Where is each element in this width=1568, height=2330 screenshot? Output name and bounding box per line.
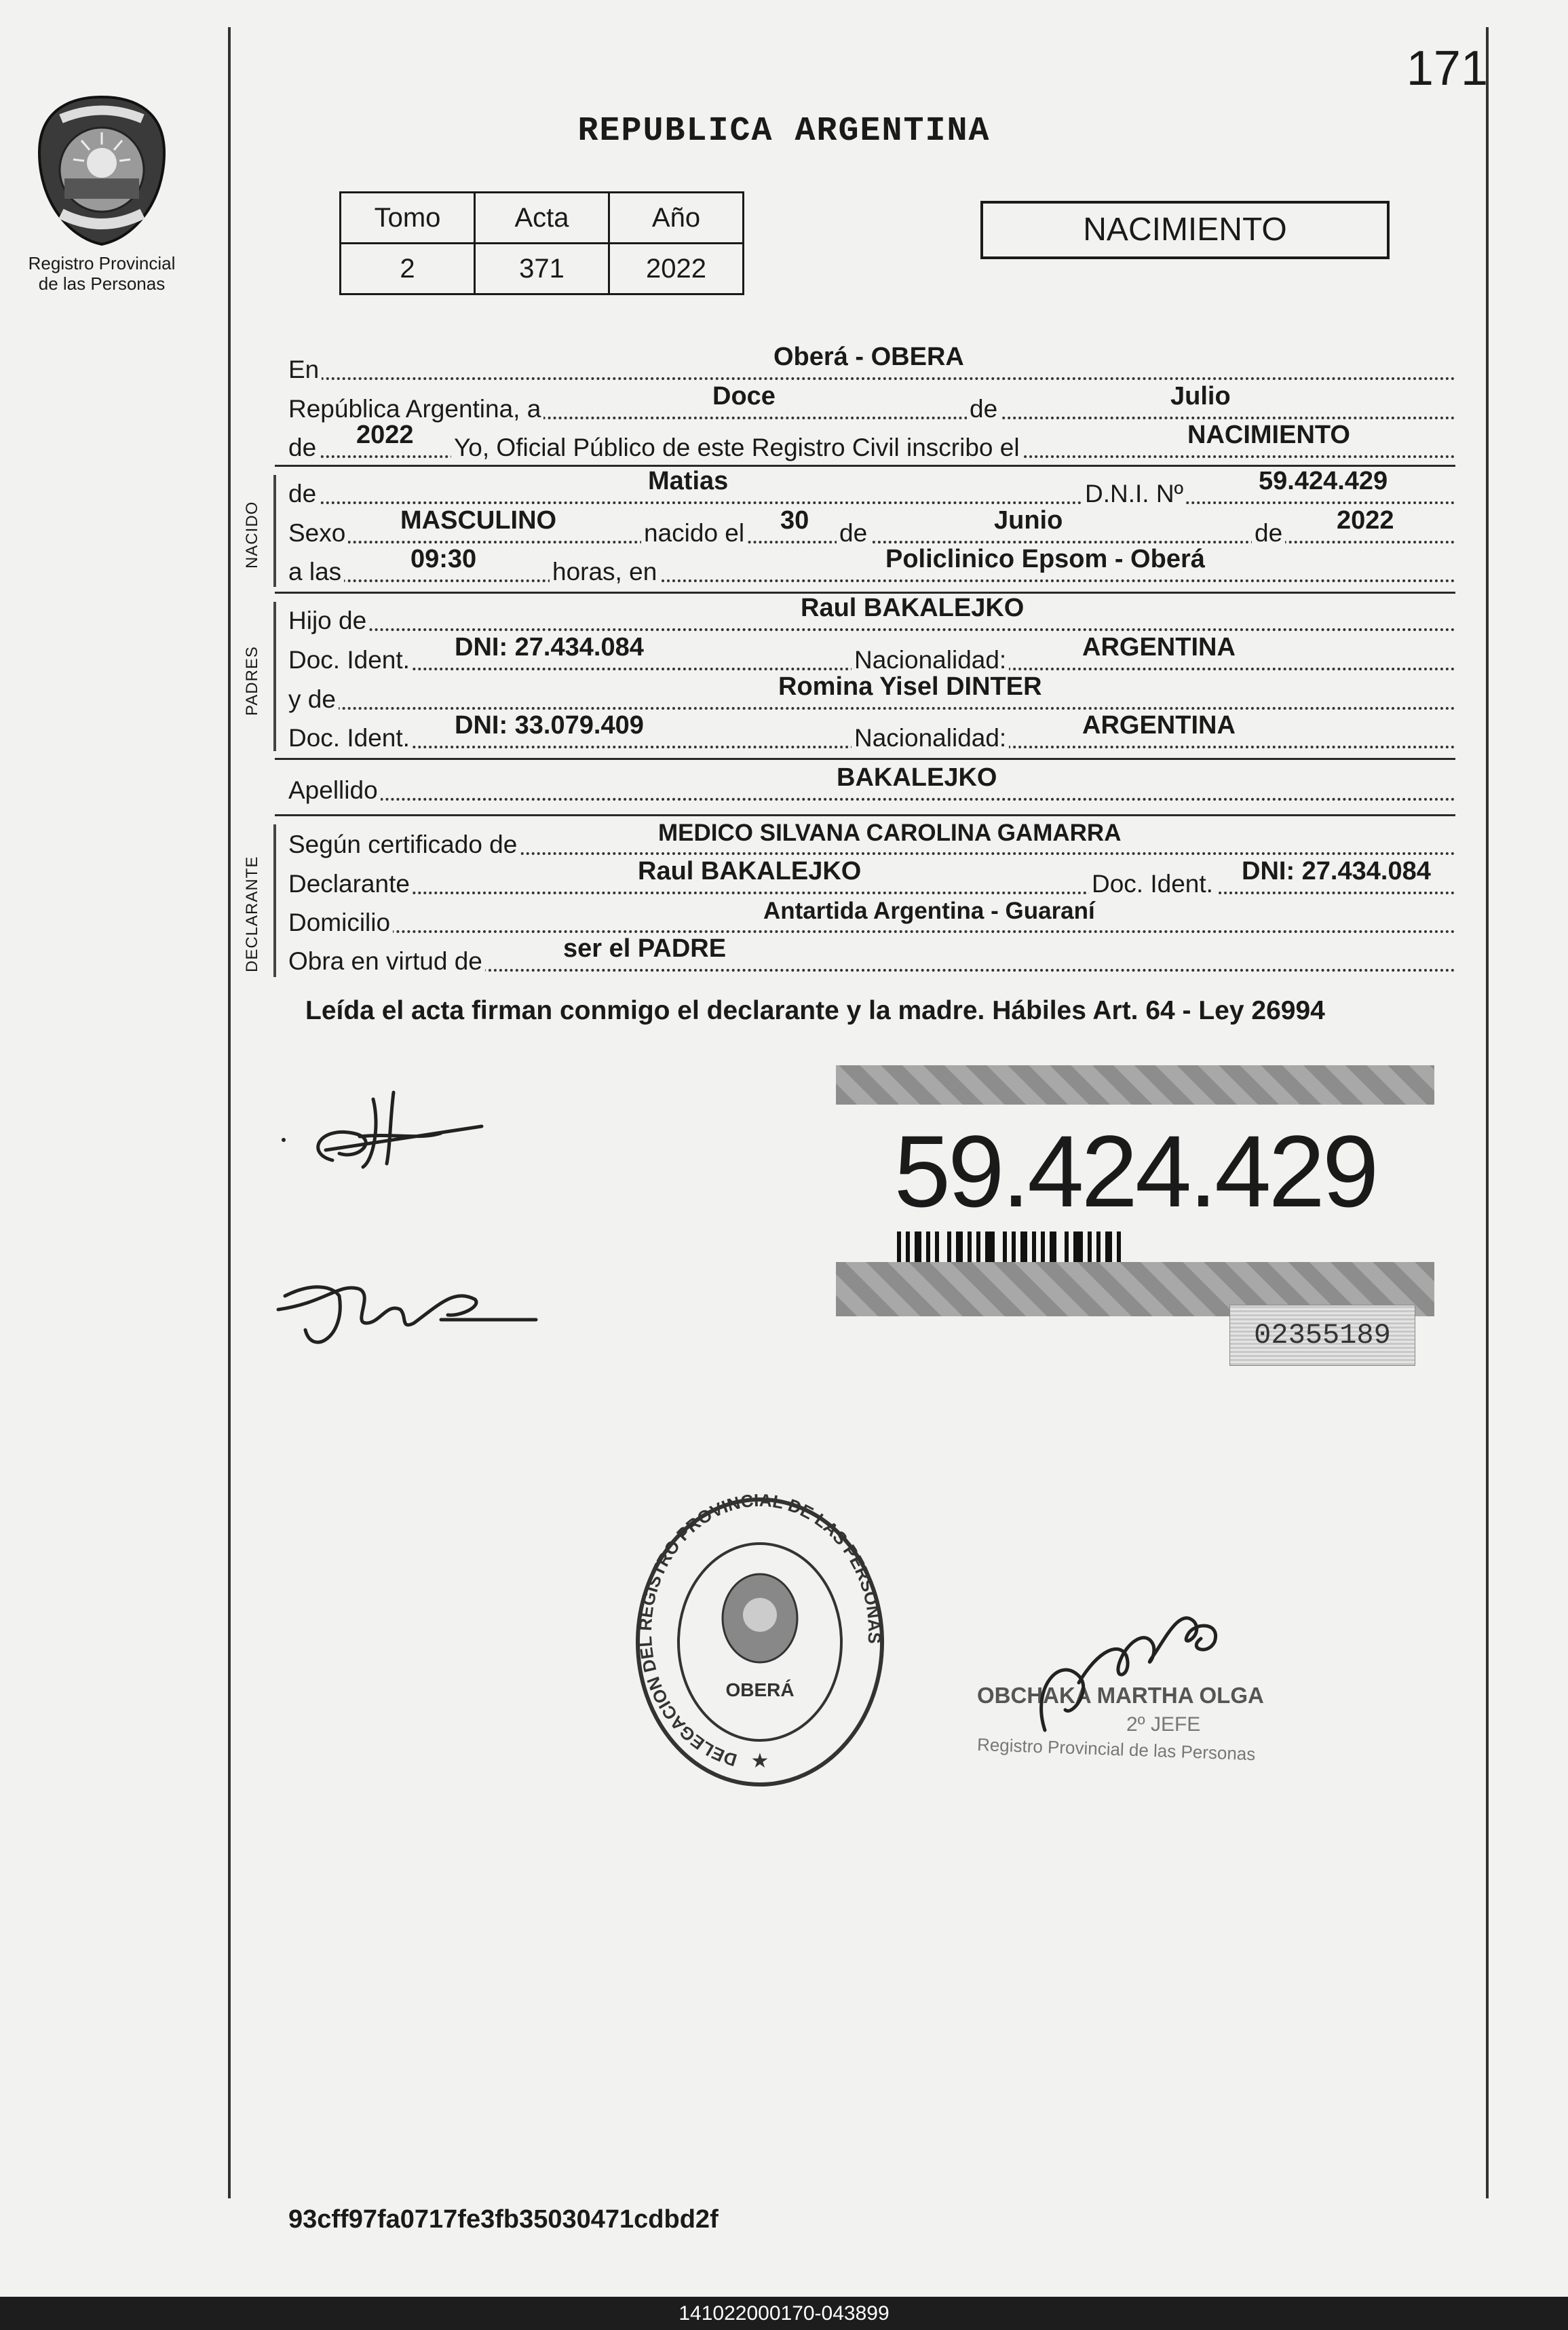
logo-caption-line-1: Registro Provincial xyxy=(28,253,176,273)
label-segun: Según certificado de xyxy=(288,830,520,859)
row-padre-doc xyxy=(288,633,1455,677)
value-nombre: Matias xyxy=(648,467,729,495)
label-nac-madre: Nacionalidad: xyxy=(852,724,1009,752)
acta-value-anio: 2022 xyxy=(609,244,744,294)
acta-header-tomo: Tomo xyxy=(341,193,475,244)
value-padre-nac: ARGENTINA xyxy=(1082,633,1236,662)
document-title: REPUBLICA ARGENTINA xyxy=(577,112,991,151)
acta-table xyxy=(339,191,744,295)
value-doc-declarante: DNI: 27.434.084 xyxy=(1242,857,1431,885)
value-lugar: Oberá - OBERA xyxy=(773,343,964,371)
value-domicilio: Antartida Argentina - Guaraní xyxy=(763,898,1095,924)
row-apellido xyxy=(288,763,1455,807)
signature-2 xyxy=(271,1255,543,1364)
value-apellido: BAKALEJKO xyxy=(837,763,997,792)
seal-center-text: OBERÁ xyxy=(725,1679,795,1700)
value-dni: 59.424.429 xyxy=(1259,467,1388,495)
label-republica: República Argentina, a xyxy=(288,395,543,423)
value-padre: Raul BAKALEJKO xyxy=(801,594,1025,622)
value-hora: 09:30 xyxy=(410,545,477,573)
declarante-bar xyxy=(273,824,276,977)
svg-text:★: ★ xyxy=(750,1750,769,1772)
value-nacido-dia: 30 xyxy=(780,506,809,535)
official-signature xyxy=(1018,1581,1262,1757)
row-nombre xyxy=(288,467,1455,511)
acta-header-anio: Año xyxy=(609,193,744,244)
document-type-box: NACIMIENTO xyxy=(980,201,1390,259)
value-madre-nac: ARGENTINA xyxy=(1082,711,1236,740)
document-hash: 93cff97fa0717fe3fb35030471cdbd2f xyxy=(288,2205,719,2234)
label-dni: D.N.I. Nº xyxy=(1082,480,1186,508)
value-dia: Doce xyxy=(712,382,776,410)
label-domicilio: Domicilio xyxy=(288,909,393,937)
value-lugar-nacimiento: Policlinico Epsom - Oberá xyxy=(885,545,1205,573)
label-nac-padre: Nacionalidad: xyxy=(852,646,1009,674)
label-de: de xyxy=(967,395,1000,423)
delegation-seal xyxy=(631,1493,889,1791)
value-sexo: MASCULINO xyxy=(400,506,557,535)
label-y-de: y de xyxy=(288,685,339,714)
serial-code: 02355189 xyxy=(1229,1305,1415,1366)
value-certificado: MEDICO SILVANA CAROLINA GAMARRA xyxy=(658,820,1122,846)
label-a-las: a las xyxy=(288,558,344,586)
row-segun xyxy=(288,822,1455,862)
right-margin-line xyxy=(1486,27,1489,2198)
acta-header-acta: Acta xyxy=(475,193,609,244)
value-nacido-anio: 2022 xyxy=(1337,506,1394,535)
section-label-declarante: DECLARANTE xyxy=(243,856,261,972)
value-anio: 2022 xyxy=(356,421,414,449)
value-padre-doc: DNI: 27.434.084 xyxy=(455,633,644,662)
row-inscribo xyxy=(288,421,1455,465)
row-hora xyxy=(288,545,1455,589)
label-en: En xyxy=(288,356,322,384)
label-declarante: Declarante xyxy=(288,870,413,898)
stamp-official-name: OBCHAKA MARTHA OLGA xyxy=(977,1683,1264,1708)
label-sexo: Sexo xyxy=(288,519,348,548)
value-declarante: Raul BAKALEJKO xyxy=(638,857,862,885)
label-doc-declarante: Doc. Ident. xyxy=(1089,870,1216,898)
footer-code: 141022000170-043899 xyxy=(0,2297,1568,2330)
value-mes: Julio xyxy=(1170,382,1231,410)
stamp-official-role: 2º JEFE xyxy=(1126,1713,1201,1736)
label-obra: Obra en virtud de xyxy=(288,947,485,976)
label-apellido: Apellido xyxy=(288,776,381,805)
label-de-anio-nac: de xyxy=(1252,519,1285,548)
value-nacido-mes: Junio xyxy=(994,506,1063,535)
barcode-dni: 59.424.429 xyxy=(894,1114,1377,1228)
acta-value-tomo: 2 xyxy=(341,244,475,294)
label-de-mes: de xyxy=(837,519,870,548)
section-label-nacido: NACIDO xyxy=(243,501,261,569)
row-declarante xyxy=(288,857,1455,901)
official-stamp xyxy=(923,1581,1330,1784)
label-horas-en: horas, en xyxy=(550,558,659,586)
label-yo: Yo, Oficial Público de este Registro Civil inscribo el xyxy=(451,434,1022,462)
divider-4 xyxy=(275,814,1455,816)
padres-bar xyxy=(273,602,276,751)
acta-value-acta: 371 xyxy=(475,244,609,294)
label-hijo-de: Hijo de xyxy=(288,607,369,635)
seal-ring-text: DELEGACION DEL REGISTRO PROVINCIAL DE LAS PERSONAS xyxy=(634,1493,885,1771)
label-doc-padre: Doc. Ident. xyxy=(288,646,413,674)
label-doc-madre: Doc. Ident. xyxy=(288,724,413,752)
stamp-office: Registro Provincial de las Personas xyxy=(976,1734,1256,1765)
logo-caption xyxy=(7,253,197,294)
divider-3 xyxy=(275,758,1455,760)
row-obra xyxy=(288,934,1455,978)
row-en xyxy=(288,343,1455,387)
barcode-sticker xyxy=(836,1065,1434,1316)
section-label-padres: PADRES xyxy=(243,646,261,716)
value-obra: ser el PADRE xyxy=(563,934,727,963)
row-madre-doc xyxy=(288,711,1455,755)
nacido-bar xyxy=(273,475,276,587)
label-nacido-el: nacido el xyxy=(641,519,747,548)
value-madre: Romina Yisel DINTER xyxy=(778,672,1042,701)
logo-caption-line-2: de las Personas xyxy=(38,273,166,294)
label-de-anio: de xyxy=(288,434,319,462)
value-madre-doc: DNI: 33.079.409 xyxy=(455,711,644,740)
page-number: 171 xyxy=(1406,41,1488,96)
label-de-nombre: de xyxy=(288,480,319,508)
signature-1 xyxy=(278,1086,495,1181)
row-hijo-de xyxy=(288,594,1455,638)
closing-note: Leída el acta firman conmigo el declarante y la madre. Hábiles Art. 64 - Ley 26994 xyxy=(305,996,1325,1025)
left-margin-line xyxy=(228,27,231,2198)
row-domicilio xyxy=(288,900,1455,940)
value-tipo: NACIMIENTO xyxy=(1187,421,1350,449)
barcode-band-top xyxy=(836,1065,1434,1105)
